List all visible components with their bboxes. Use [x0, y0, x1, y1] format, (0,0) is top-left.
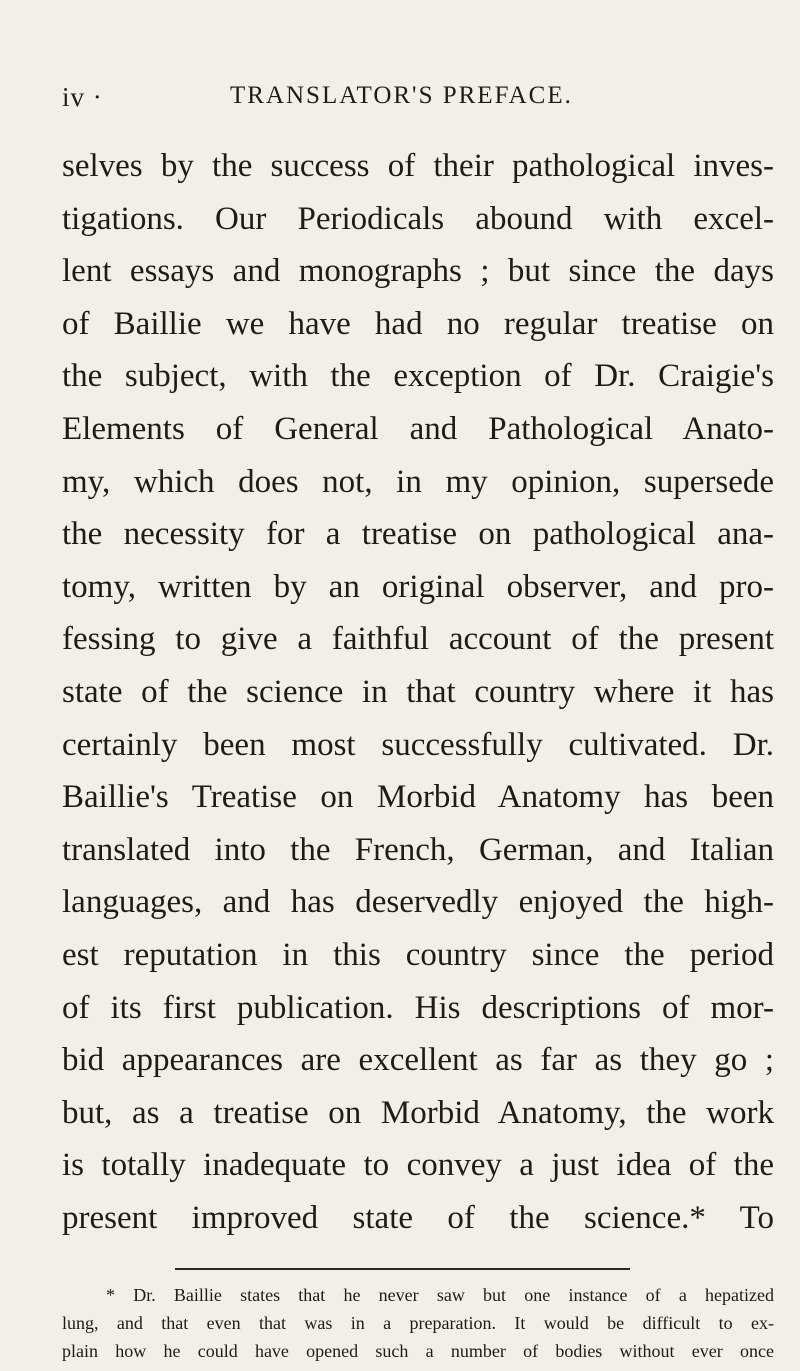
footnote-line: plain how he could have opened such a number of bodies without ever once — [62, 1341, 774, 1361]
text-line: my, which does not, in my opinion, supersede — [62, 463, 774, 500]
page-header — [62, 82, 762, 122]
text-line: translated into the French, German, and Italian — [62, 831, 774, 868]
body-text — [62, 140, 774, 1244]
footnote-divider — [175, 1268, 630, 1270]
text-line: present improved state of the science.* To — [62, 1199, 774, 1236]
text-line: selves by the success of their pathological inves- — [62, 148, 774, 184]
running-title: TRANSLATOR'S PREFACE. — [230, 82, 573, 109]
text-line: tigations. Our Periodicals abound with excel- — [62, 200, 774, 237]
text-line: state of the science in that country where it has — [62, 673, 774, 710]
text-line: of its first publication. His descriptions of mor- — [62, 989, 774, 1026]
footnote-line: * Dr. Baillie states that he never saw but one instance of a hepatized — [106, 1285, 774, 1305]
footnote — [62, 1281, 774, 1365]
text-line: but, as a treatise on Morbid Anatomy, the work — [62, 1094, 774, 1131]
text-line: certainly been most successfully cultivated. Dr. — [62, 726, 774, 763]
text-line: the subject, with the exception of Dr. Craigie's — [62, 358, 774, 395]
text-line: of Baillie we have had no regular treatise on — [62, 305, 774, 342]
text-line: bid appearances are excellent as far as they go ; — [62, 1042, 774, 1079]
page-number: iv · — [62, 82, 103, 112]
text-line: Elements of General and Pathological Anato- — [62, 410, 774, 447]
text-line: fessing to give a faithful account of the present — [62, 621, 774, 658]
footnote-line: lung, and that even that was in a preparation. It would be difficult to ex- — [62, 1313, 774, 1333]
text-line: est reputation in this country since the period — [62, 936, 774, 973]
text-line: the necessity for a treatise on pathological ana- — [62, 516, 774, 553]
text-line: languages, and has deservedly enjoyed the high- — [62, 884, 774, 921]
text-line: tomy, written by an original observer, and pro- — [62, 568, 774, 605]
text-line: lent essays and monographs ; but since the days — [62, 253, 774, 290]
text-line: Baillie's Treatise on Morbid Anatomy has been — [62, 779, 774, 816]
text-line: is totally inadequate to convey a just idea of the — [62, 1147, 774, 1184]
